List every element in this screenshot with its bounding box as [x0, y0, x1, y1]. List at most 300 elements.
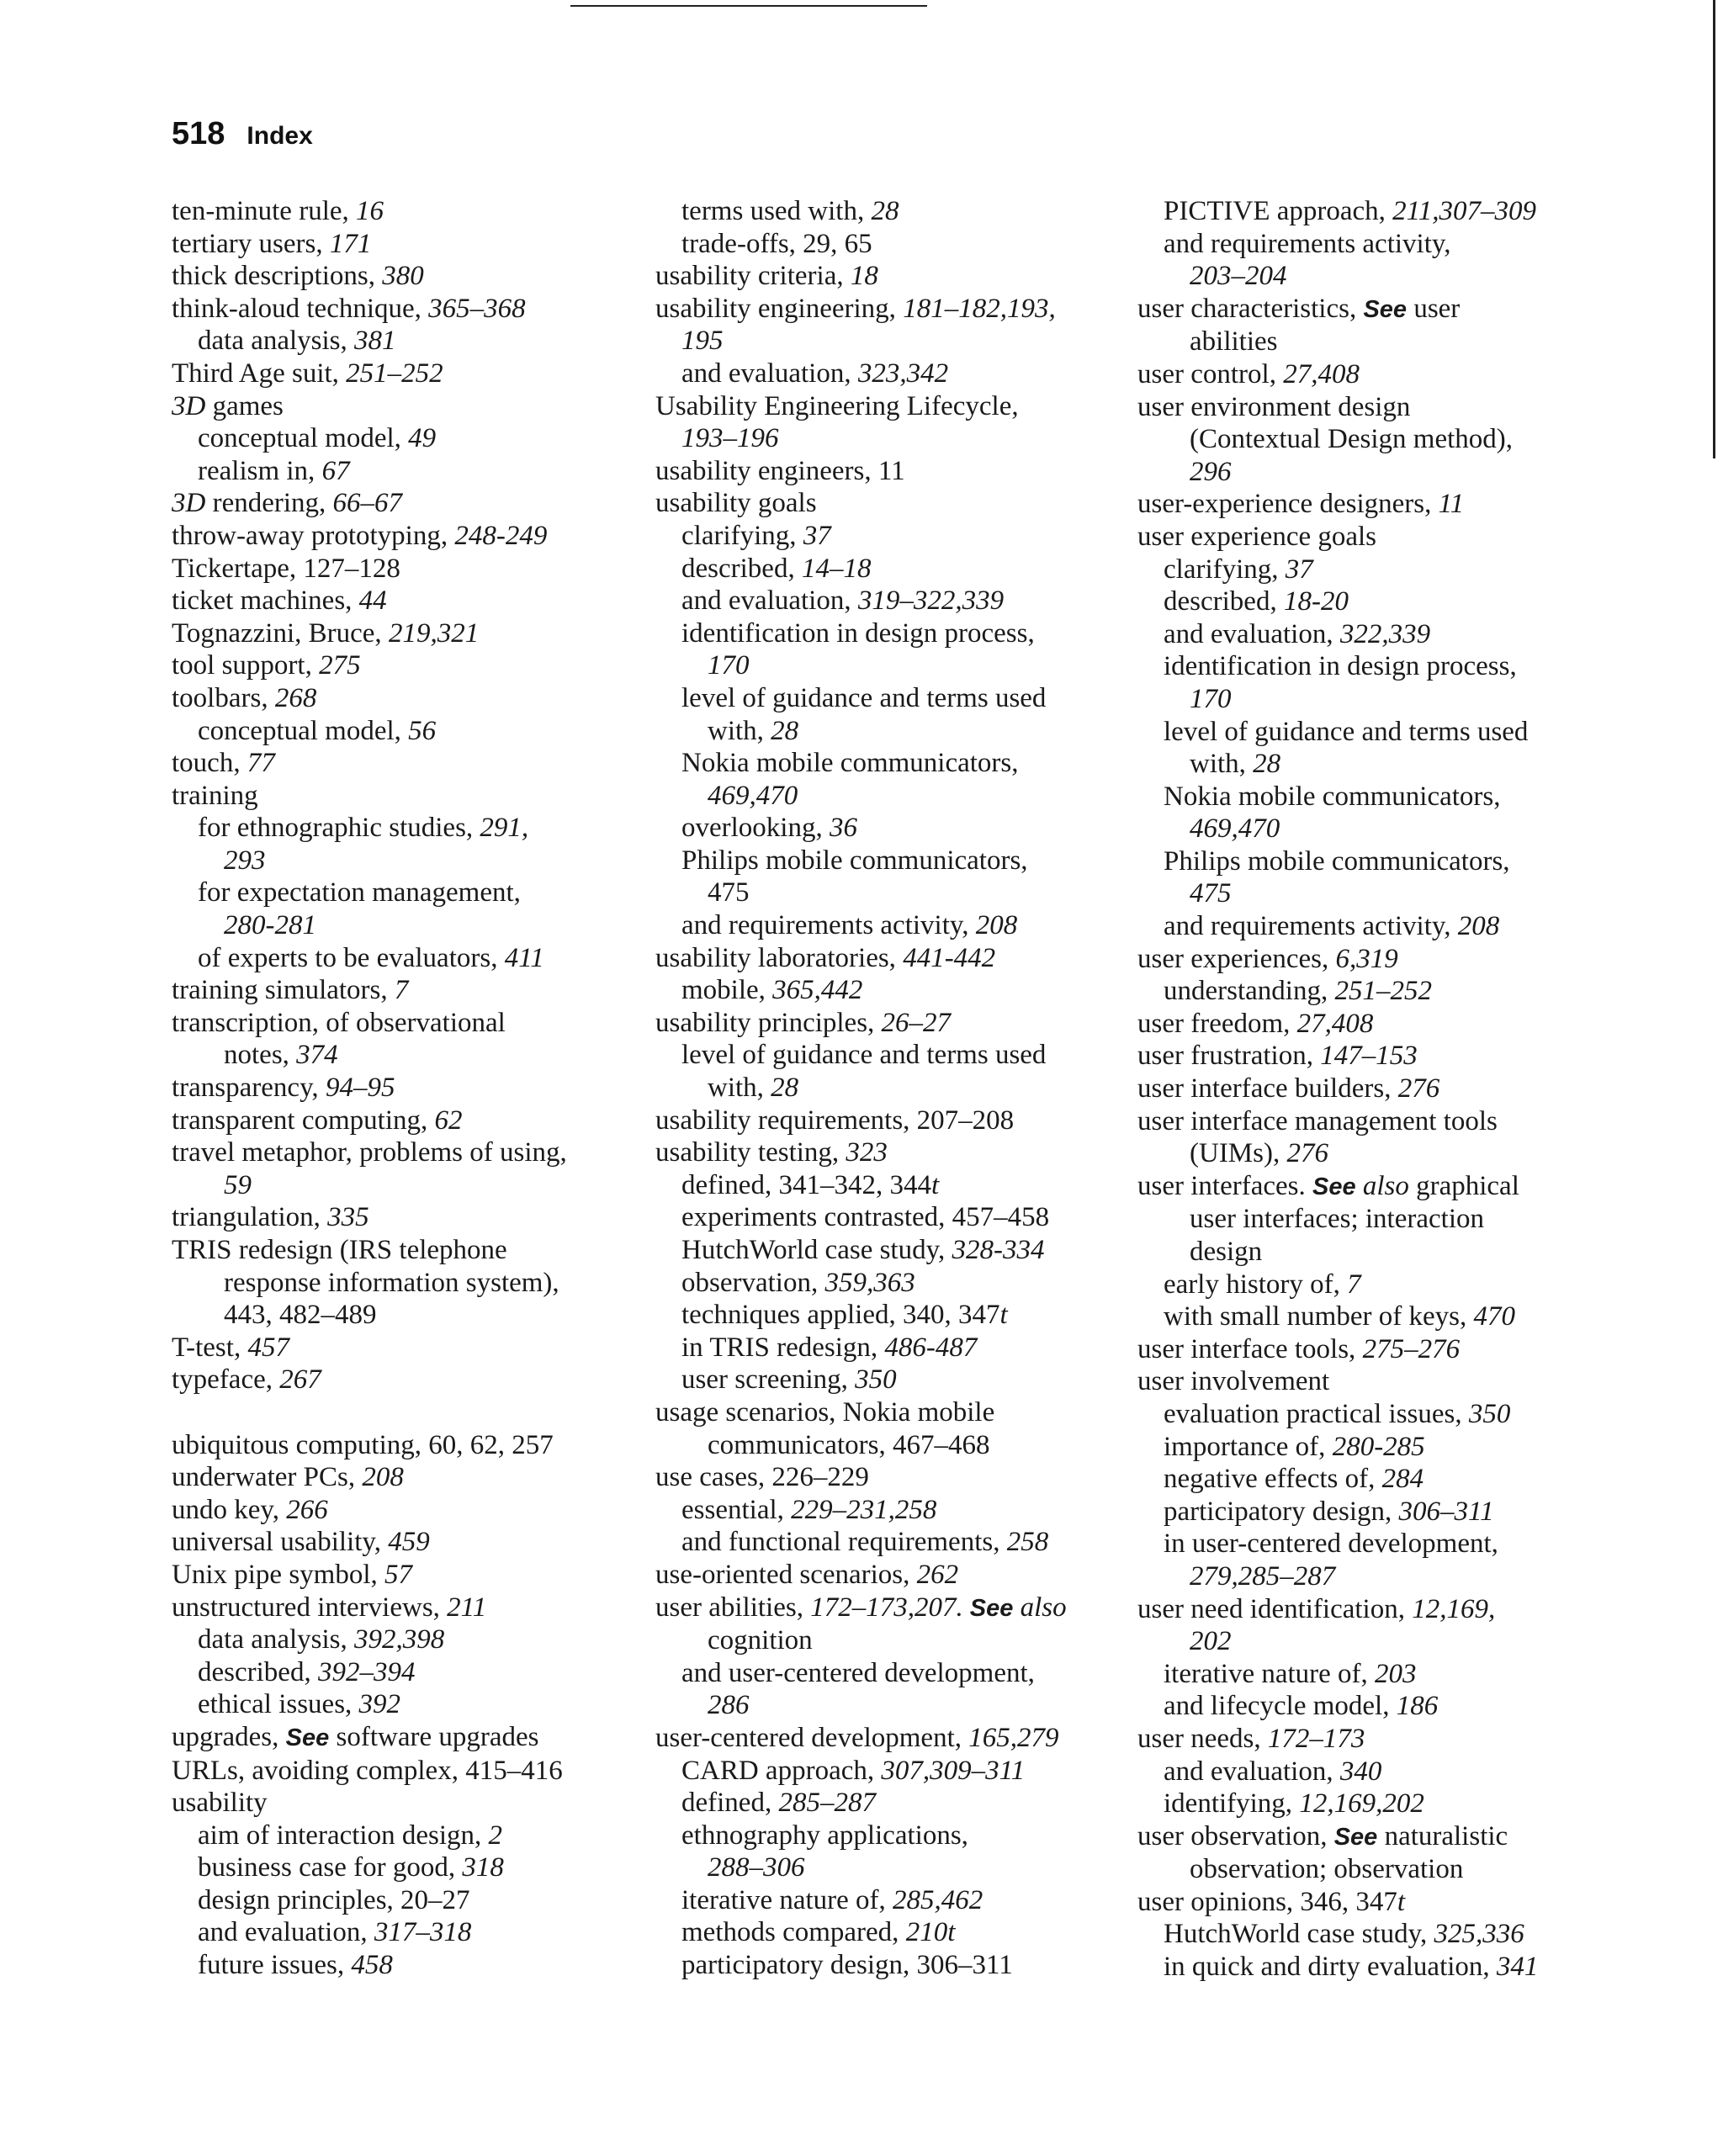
index-entry [1137, 1593, 1592, 1626]
index-entry [1137, 1723, 1592, 1756]
page-ref: 6,319 [1335, 943, 1398, 974]
entry-italic-term: 3D [172, 390, 206, 421]
page-ref: 276 [1286, 1138, 1328, 1169]
index-entry [172, 1201, 626, 1234]
index-continuation [172, 1169, 626, 1202]
index-continuation [1137, 260, 1592, 293]
index-subentry [172, 325, 626, 358]
entry-text: usability laboratories, [655, 942, 904, 973]
page-ref: 441-442 [903, 942, 996, 973]
index-entry [655, 1559, 1110, 1592]
index-continuation [1137, 423, 1592, 456]
index-entry [1137, 1170, 1592, 1204]
index-subentry [1137, 1951, 1592, 1984]
index-subentry [1137, 1658, 1592, 1691]
index-column-1 [172, 195, 626, 1982]
entry-text: usage scenarios, Nokia mobile [655, 1396, 995, 1428]
index-entry [172, 1364, 626, 1396]
index-subentry [655, 358, 1110, 390]
see-reference: See [962, 1594, 1014, 1622]
index-continuation [1137, 683, 1592, 716]
page-ref: 325,336 [1434, 1919, 1524, 1950]
page-ref: 219,321 [388, 617, 480, 649]
page-ref: 67 [321, 455, 350, 486]
entry-text: user observation, [1137, 1820, 1334, 1851]
entry-text: participatory design, 306–311 [681, 1950, 1013, 1981]
index-subentry [655, 1299, 1110, 1332]
index-entry [1137, 521, 1592, 554]
entry-text: and evaluation, [1164, 1756, 1340, 1787]
index-entry [655, 487, 1110, 520]
index-entry [1137, 1040, 1592, 1073]
entry-text: throw-away prototyping, [172, 520, 455, 551]
index-subentry [655, 1234, 1110, 1267]
entry-text: user experience goals [1137, 521, 1377, 552]
page-ref: 469,470 [708, 780, 798, 811]
index-subentry [1137, 195, 1592, 228]
index-subentry [1137, 650, 1592, 683]
see-reference: See [285, 1724, 330, 1751]
index-entry [172, 649, 626, 682]
index-continuation [655, 649, 1110, 682]
entry-text: user opinions, 346, 347 [1137, 1886, 1397, 1917]
index-entry [1137, 488, 1592, 521]
page-title: Index [247, 122, 313, 150]
entry-text: user interfaces. [1137, 1170, 1312, 1201]
page-ref: 211 [447, 1592, 487, 1623]
index-subentry [655, 553, 1110, 585]
index-subentry [172, 455, 626, 488]
page-ref: 319–322,339 [857, 585, 1005, 617]
index-entry [655, 1461, 1110, 1494]
index-subentry [655, 1169, 1110, 1202]
index-subentry [655, 325, 1110, 358]
entry-text: usability testing, [655, 1137, 846, 1168]
index-entry [172, 585, 626, 617]
page-ref: 276 [1397, 1073, 1440, 1104]
index-entry [172, 747, 626, 780]
page-ref: 44 [358, 585, 387, 617]
page-ref: 203 [1375, 1658, 1417, 1689]
page-ref: 186 [1396, 1691, 1439, 1722]
index-entry [172, 390, 626, 423]
running-head [172, 116, 313, 152]
entry-text: HutchWorld case study, [1164, 1919, 1434, 1950]
page-ref: 307,309–311 [881, 1755, 1026, 1786]
index-subentry [655, 1039, 1110, 1072]
entry-text: think-aloud technique, [172, 293, 429, 324]
entry-text: user abilities, [655, 1592, 811, 1623]
index-entry [172, 974, 626, 1007]
index-subentry [655, 195, 1110, 228]
index-subentry [655, 1820, 1110, 1852]
page-ref: 2 [488, 1820, 502, 1851]
page-ref: 350 [855, 1364, 897, 1396]
top-rule [570, 5, 927, 7]
entry-text: described, [681, 553, 802, 584]
entry-text: importance of, [1164, 1431, 1333, 1462]
entry-text: future issues, [198, 1950, 352, 1981]
index-entry [172, 1494, 626, 1527]
entry-text: typeface, [172, 1364, 280, 1396]
page-ref: 457 [247, 1332, 289, 1363]
page-ref: 323,342 [857, 358, 949, 389]
entry-text: and requirements activity, [1164, 911, 1458, 942]
page-ref: 317–318 [374, 1917, 472, 1948]
entry-text: design [1190, 1237, 1263, 1267]
page-ref: 374 [296, 1040, 338, 1071]
page-ref: 172–173 [1267, 1723, 1365, 1754]
entry-text: use-oriented scenarios, [655, 1559, 917, 1590]
entry-text: and evaluation, [198, 1917, 374, 1948]
entry-text: ethnography applications, [681, 1820, 968, 1851]
index-subentry [655, 1949, 1110, 1982]
index-subentry [655, 228, 1110, 261]
index-entry [172, 293, 626, 326]
entry-text: in quick and dirty evaluation, [1164, 1952, 1497, 1983]
entry-text: clarifying, [681, 520, 803, 551]
cross-ref-text: graphical [1408, 1170, 1519, 1201]
page-ref: t [1397, 1886, 1406, 1917]
page-ref: 14–18 [801, 553, 872, 584]
page-ref: 77 [247, 748, 275, 779]
letter-gap [172, 1396, 626, 1429]
page-ref: 275–276 [1362, 1333, 1461, 1364]
entry-text: iterative nature of, [1164, 1658, 1376, 1689]
entry-text: use cases, 226–229 [655, 1462, 869, 1493]
page-ref: 208 [362, 1462, 404, 1493]
index-continuation [1137, 877, 1592, 910]
page-ref: 365,442 [772, 975, 863, 1006]
entry-text: design principles, 20–27 [198, 1884, 470, 1915]
entry-text: clarifying, [1164, 554, 1286, 585]
entry-text: negative effects of, [1164, 1464, 1382, 1495]
page-ref: 94–95 [325, 1073, 395, 1104]
page-ref: 268 [274, 682, 317, 713]
index-continuation [655, 1072, 1110, 1104]
entry-text: and lifecycle model, [1164, 1691, 1397, 1722]
index-entry [172, 1787, 626, 1820]
page-ref: 251–252 [1334, 976, 1432, 1007]
index-entry [655, 455, 1110, 488]
entry-text: HutchWorld case study, [681, 1235, 952, 1265]
index-subentry [1137, 781, 1592, 813]
index-subentry [1137, 1496, 1592, 1528]
index-subentry [655, 617, 1110, 650]
entry-text: rendering, [205, 488, 333, 519]
page-ref: 147–153 [1320, 1041, 1418, 1072]
entry-text: observation, [681, 1267, 825, 1298]
page-ref: 469,470 [1190, 813, 1280, 845]
entry-text: overlooking, [681, 813, 830, 844]
index-entry [655, 293, 1110, 326]
entry-text: travel metaphor, problems of using, [172, 1137, 567, 1168]
page-ref: 280-281 [224, 910, 316, 941]
page-ref: 7 [394, 975, 409, 1006]
page-ref: 285,462 [893, 1884, 983, 1915]
index-subentry [1137, 618, 1592, 651]
index-continuation [172, 845, 626, 877]
index-entry [172, 1559, 626, 1592]
index-entry [1137, 391, 1592, 424]
index-entry [1137, 358, 1592, 391]
see-also-term: also [1355, 1170, 1409, 1201]
index-entry [1137, 293, 1592, 326]
page-ref: 267 [279, 1364, 321, 1396]
entry-text: described, [198, 1656, 318, 1687]
entry-text: Tickertape, 127–128 [172, 553, 400, 584]
page-ref: 28 [771, 715, 799, 746]
entry-text: user-experience designers, [1137, 489, 1439, 520]
index-continuation [1137, 456, 1592, 489]
entry-text: in user-centered development, [1164, 1528, 1498, 1560]
index-entry [655, 1396, 1110, 1429]
index-entry [1137, 1073, 1592, 1105]
index-subentry [1137, 1300, 1592, 1333]
index-continuation [1137, 1203, 1592, 1236]
page-ref: 170 [708, 650, 750, 681]
index-subentry [655, 1494, 1110, 1527]
entry-text: with small number of keys, [1164, 1301, 1474, 1332]
page-ref: 286 [708, 1690, 750, 1721]
index-subentry [1137, 585, 1592, 618]
index-continuation [1137, 1625, 1592, 1658]
index-continuation [172, 909, 626, 942]
entry-text: Usability Engineering Lifecycle, [655, 390, 1019, 421]
entry-text: mobile, [681, 975, 773, 1006]
index-column-2 [655, 195, 1110, 1982]
entry-text: (UIMs), [1190, 1138, 1287, 1169]
index-subentry [655, 1267, 1110, 1300]
page-ref: 49 [408, 423, 437, 454]
page-ref: 275 [319, 650, 361, 681]
entry-text: underwater PCs, [172, 1462, 363, 1493]
index-subentry [172, 1949, 626, 1982]
page-ref: 411 [504, 942, 544, 973]
index-subentry [172, 1624, 626, 1656]
index-entry [655, 390, 1110, 423]
entry-text: Nokia mobile communicators, [681, 748, 1019, 779]
index-entry [172, 520, 626, 553]
entry-italic-term: 3D [172, 488, 206, 519]
entry-text: ten-minute rule, [172, 196, 357, 226]
page-ref: 350 [1468, 1398, 1511, 1429]
index-continuation [1137, 748, 1592, 781]
page-ref: 16 [356, 196, 384, 226]
entry-text: user-centered development, [655, 1722, 969, 1753]
index-entry [172, 1234, 626, 1267]
entry-text: identification in design process, [1164, 651, 1517, 682]
page-ref: 266 [286, 1494, 328, 1525]
index-subentry [1137, 554, 1592, 586]
index-continuation [1137, 1236, 1592, 1269]
entry-text: TRIS redesign (IRS telephone [172, 1235, 507, 1265]
entry-text: user frustration, [1137, 1041, 1321, 1072]
index-subentry [172, 812, 626, 845]
entry-text: user control, [1137, 358, 1284, 389]
see-reference: See [1363, 295, 1408, 323]
index-entry [172, 1461, 626, 1494]
page-ref: 284 [1381, 1464, 1424, 1495]
entry-text: user needs, [1137, 1723, 1268, 1754]
index-subentry [655, 747, 1110, 780]
page-ref: 57 [384, 1559, 412, 1590]
entry-text: level of guidance and terms used [681, 1040, 1047, 1071]
page-ref: 328-334 [952, 1235, 1045, 1265]
entry-text: data analysis, [198, 1624, 355, 1655]
entry-text: usability criteria, [655, 261, 851, 292]
entry-text: terms used with, [681, 196, 872, 226]
page-ref: 7 [1347, 1269, 1361, 1300]
entry-text: early history of, [1164, 1269, 1348, 1300]
index-subentry [655, 1526, 1110, 1559]
index-subentry [1137, 716, 1592, 749]
page-ref: 285–287 [778, 1788, 876, 1819]
index-continuation [1137, 1137, 1592, 1170]
entry-text: user interface builders, [1137, 1073, 1398, 1104]
index-entry [172, 260, 626, 293]
page-number: 518 [172, 116, 225, 151]
page-ref: t [999, 1300, 1008, 1331]
page-ref: 380 [382, 261, 424, 292]
index-subentry [1137, 1528, 1592, 1560]
index-subentry [1137, 228, 1592, 261]
entry-text: conceptual model, [198, 715, 409, 746]
page-ref: 251–252 [346, 358, 443, 389]
entry-text: unstructured interviews, [172, 1592, 448, 1623]
index-continuation [655, 1624, 1110, 1657]
index-continuation [655, 877, 1110, 909]
page-ref: 26–27 [881, 1007, 952, 1038]
index-entry [172, 1332, 626, 1364]
page-ref: 27,408 [1283, 358, 1360, 389]
index-subentry [655, 974, 1110, 1007]
page-ref: 11 [1438, 489, 1465, 520]
entry-text: user screening, [681, 1364, 856, 1396]
index-continuation [655, 1429, 1110, 1462]
page-ref: 195 [681, 326, 724, 357]
index-entry [655, 1104, 1110, 1137]
entry-text: Nokia mobile communicators, [1164, 781, 1501, 812]
index-entry [172, 1072, 626, 1104]
entry-text: transparency, [172, 1073, 326, 1104]
index-subentry [1137, 1690, 1592, 1723]
cross-ref-text: user [1407, 293, 1461, 324]
entry-text: ubiquitous computing, 60, 62, 257 [172, 1429, 554, 1460]
entry-text: user need identification, [1137, 1593, 1413, 1624]
index-subentry [655, 585, 1110, 617]
entry-text: for ethnographic studies, [198, 813, 480, 844]
entry-text: experiments contrasted, 457–458 [681, 1202, 1050, 1233]
entry-text: tertiary users, [172, 228, 330, 259]
index-entry [172, 1136, 626, 1169]
page-ref: 288–306 [708, 1852, 805, 1883]
index-entry [1137, 1886, 1592, 1919]
entry-text: CARD approach, [681, 1755, 882, 1786]
page-ref: 18-20 [1283, 586, 1349, 617]
page-ref: 392,398 [354, 1624, 445, 1655]
entry-text: with, [1190, 749, 1254, 780]
entry-text: user involvement [1137, 1366, 1330, 1397]
page-ref: 306–311 [1398, 1496, 1494, 1527]
index-entry [172, 487, 626, 520]
index-subentry [172, 1884, 626, 1917]
index-subentry [655, 1332, 1110, 1364]
index-entry [172, 358, 626, 390]
page-ref: 341 [1496, 1952, 1539, 1983]
index-entry [172, 682, 626, 715]
page-ref: 203–204 [1190, 261, 1287, 292]
index-entry [655, 1007, 1110, 1040]
entry-text: cognition [708, 1625, 813, 1656]
page-ref: 59 [224, 1169, 252, 1200]
index-subentry [1137, 845, 1592, 878]
page-ref: 229–231,258 [791, 1494, 937, 1525]
entry-text: communicators, 467–468 [708, 1429, 990, 1460]
index-subentry [655, 1364, 1110, 1396]
entry-text: evaluation practical issues, [1164, 1398, 1469, 1429]
page-ref: 202 [1190, 1626, 1232, 1657]
entry-text: understanding, [1164, 976, 1335, 1007]
page-ref: 392–394 [317, 1656, 416, 1687]
entry-text: training [172, 780, 258, 811]
page-ref: 171 [329, 228, 372, 259]
entry-text: touch, [172, 748, 247, 779]
index-continuation [655, 1689, 1110, 1722]
index-entry [1137, 1365, 1592, 1398]
page-ref: 340 [1339, 1756, 1382, 1787]
entry-text: PICTIVE approach, [1164, 196, 1393, 226]
page-ref: 62 [434, 1104, 463, 1136]
index-continuation [172, 1267, 626, 1300]
index-entry [172, 1007, 626, 1040]
entry-text: triangulation, [172, 1202, 328, 1233]
entry-text: level of guidance and terms used [681, 682, 1047, 713]
entry-text: abilities [1190, 326, 1278, 358]
index-subentry [172, 877, 626, 909]
entry-text: techniques applied, 340, 347 [681, 1300, 1000, 1331]
index-column-3 [1137, 195, 1592, 1984]
entry-text: 475 [708, 877, 750, 908]
entry-text: with, [708, 715, 771, 746]
index-subentry [1137, 1398, 1592, 1431]
page-ref: 208 [1457, 911, 1500, 942]
index-entry [172, 195, 626, 228]
entry-text: of experts to be evaluators, [198, 942, 505, 973]
entry-text: in TRIS redesign, [681, 1332, 885, 1363]
page-ref: 28 [871, 196, 899, 226]
entry-text: for expectation management, [198, 877, 521, 908]
index-entry [172, 1721, 626, 1755]
page-ref: 56 [408, 715, 437, 746]
page-ref: 458 [351, 1950, 393, 1981]
entry-text: data analysis, [198, 326, 355, 357]
page-ref: 12,169,202 [1299, 1788, 1424, 1820]
index-entry [172, 780, 626, 813]
page-ref: 12,169, [1412, 1593, 1496, 1624]
entry-text: described, [1164, 586, 1284, 617]
entry-text: usability requirements, 207–208 [655, 1104, 1015, 1136]
index-subentry [1137, 910, 1592, 943]
index-continuation [1137, 326, 1592, 358]
page-ref: t [930, 1169, 940, 1200]
page-ref: 36 [829, 813, 857, 844]
see-also-term: also [1013, 1592, 1067, 1623]
page-ref: 28 [1253, 749, 1281, 780]
page-ref: 181–182,193, [903, 293, 1056, 324]
index-subentry [172, 1820, 626, 1852]
entry-text: methods compared, [681, 1917, 906, 1948]
